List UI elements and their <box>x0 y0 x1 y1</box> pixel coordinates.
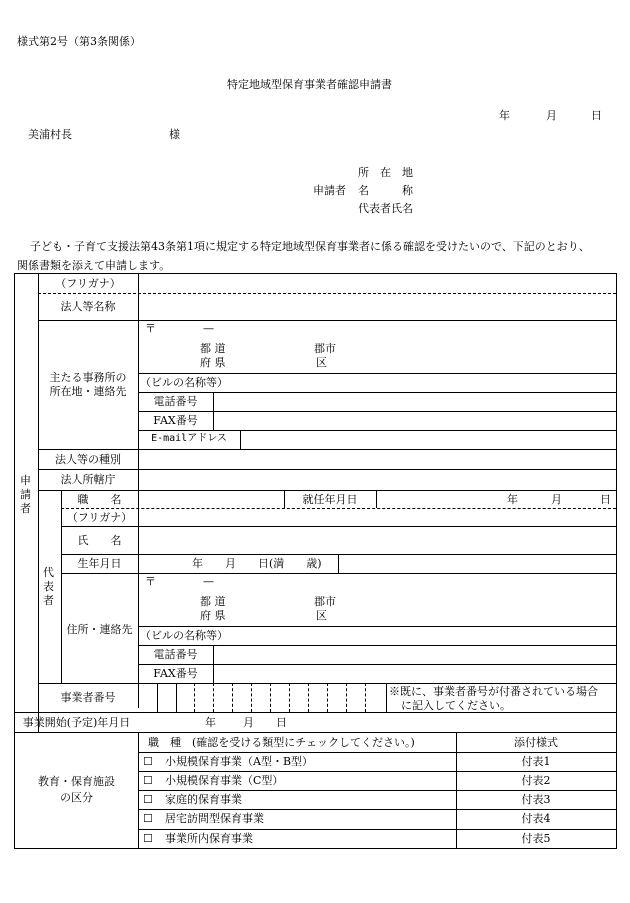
address-contact-label: 住所・連絡先 <box>66 623 133 636</box>
birth-date-value: 年 月 日(満 歳) <box>192 557 322 570</box>
facility-attachment: 付表1 <box>521 755 551 768</box>
grid-line <box>138 829 616 830</box>
to-do-label: 都 道 <box>200 342 226 355</box>
business-no-note-2: に記入してください。 <box>401 699 511 712</box>
grid-line <box>138 790 616 791</box>
grid-line <box>38 274 39 732</box>
body-text-line-1: 子ども・子育て支援法第43条第1項に規定する特定地域型保育事業者に係る確認を受けたいので、下記のとおり、 <box>30 240 590 253</box>
appointed-month-label: 月 <box>551 493 562 506</box>
grid-line <box>157 683 158 712</box>
facility-attachment: 付表2 <box>521 774 551 787</box>
business-no-label: 事業者番号 <box>60 691 116 704</box>
main-office-label-2: 所在地・連絡先 <box>49 385 127 398</box>
appointed-date-label: 就任年月日 <box>302 493 358 506</box>
rep-postal-mark: 〒 <box>145 575 156 588</box>
rep-fu-ken-label: 府 県 <box>200 609 226 622</box>
rep-gun-shi-label: 郡市 <box>314 595 336 608</box>
postal-dash: — <box>203 322 214 335</box>
grid-line <box>61 508 616 509</box>
checkbox-icon[interactable]: ☐ <box>143 793 153 806</box>
grid-line <box>138 274 139 708</box>
fax-label: FAX番号 <box>153 414 198 427</box>
rep-tel-label: 電話番号 <box>153 648 198 661</box>
grid-line <box>38 449 616 450</box>
appointed-year-label: 年 <box>507 493 518 506</box>
date-year-label: 年 <box>499 109 510 122</box>
facility-type-label: 小規模保育事業（A型・B型） <box>165 755 314 768</box>
rep-building-label: （ビルの名称等） <box>140 629 228 642</box>
grid-line <box>38 469 616 470</box>
start-date-label: 事業開始(予定)年月日 <box>22 716 131 729</box>
body-text-line-2: 関係書類を添えて申請します。 <box>17 259 171 272</box>
grid-line <box>232 683 233 712</box>
main-office-label-1: 主たる事務所の <box>49 371 127 384</box>
tel-label: 電話番号 <box>153 395 198 408</box>
furigana-label: （フリガナ） <box>55 277 121 290</box>
grid-line <box>213 683 214 712</box>
grid-line <box>138 392 616 393</box>
checkbox-icon[interactable]: ☐ <box>143 755 153 768</box>
checkbox-icon[interactable]: ☐ <box>143 832 153 845</box>
postal-mark: 〒 <box>145 322 156 335</box>
form-title: 特定地域型保育事業者確認申請書 <box>227 78 392 91</box>
grid-line <box>61 573 616 574</box>
facility-attachment: 付表5 <box>521 832 551 845</box>
applicant-label: 申請者 <box>313 184 346 197</box>
appointed-day-label: 日 <box>600 493 611 506</box>
date-day-label: 日 <box>591 109 602 122</box>
grid-line <box>61 526 616 527</box>
grid-line <box>176 683 177 712</box>
birth-date-label: 生年月日 <box>77 557 122 570</box>
facility-type-label: 事業所内保育事業 <box>165 832 253 845</box>
grid-line <box>251 683 252 712</box>
date-month-label: 月 <box>546 109 557 122</box>
grid-line <box>240 430 241 449</box>
attachment-header: 添付様式 <box>514 736 558 749</box>
checkbox-icon[interactable]: ☐ <box>143 774 153 787</box>
grid-line <box>386 683 387 712</box>
grid-line <box>138 626 616 627</box>
gun-shi-label: 郡市 <box>314 342 336 355</box>
grid-line <box>15 712 616 713</box>
grid-line <box>138 430 616 431</box>
facility-type-label: 家庭的保育事業 <box>165 793 242 806</box>
business-no-note-1: ※既に、事業者番号が付番されている場合 <box>389 685 598 698</box>
start-day-label: 日 <box>276 716 287 729</box>
grid-line <box>138 664 616 665</box>
checkbox-icon[interactable]: ☐ <box>143 812 153 825</box>
grid-line <box>38 320 616 321</box>
facility-label-1: 教育・保育施設 <box>38 775 115 788</box>
form-number: 様式第2号（第3条関係） <box>17 35 141 48</box>
rep-postal-dash: — <box>203 575 214 588</box>
rep-vertical-label: 代表者 <box>43 566 54 607</box>
grid-line <box>376 490 377 508</box>
addressee-suffix: 様 <box>169 128 180 141</box>
email-label: E-mailアドレス <box>151 433 227 444</box>
applicant-vertical-label: 申請者 <box>20 474 31 515</box>
grid-line <box>138 645 616 646</box>
facility-type-label: 小規模保育事業（C型） <box>165 774 284 787</box>
grid-line <box>38 683 616 684</box>
facility-label-2: の区分 <box>60 791 93 804</box>
rep-fax-label: FAX番号 <box>153 667 198 680</box>
corp-type-label: 法人等の種別 <box>55 453 121 466</box>
rep-to-do-label: 都 道 <box>200 595 226 608</box>
grid-line <box>365 683 366 712</box>
applicant-name-label: 名 称 <box>358 184 413 197</box>
grid-line <box>289 683 290 712</box>
facility-attachment: 付表4 <box>521 812 551 825</box>
start-year-label: 年 <box>205 716 216 729</box>
grid-line <box>61 554 616 555</box>
start-month-label: 月 <box>243 716 254 729</box>
facility-type-label: 居宅訪問型保育事業 <box>165 812 264 825</box>
corp-name-label: 法人等名称 <box>60 300 116 313</box>
jurisdiction-label: 法人所轄庁 <box>60 473 116 486</box>
grid-line <box>270 683 271 712</box>
job-type-header: 職 種 (確認を受ける類型にチェックしてください。) <box>148 736 415 749</box>
grid-line <box>138 771 616 772</box>
grid-line <box>308 683 309 712</box>
addressee: 美浦村長 <box>28 128 72 141</box>
fu-ken-label: 府 県 <box>200 356 226 369</box>
facility-attachment: 付表3 <box>521 793 551 806</box>
rep-furigana-label: （フリガナ） <box>66 511 133 524</box>
grid-line <box>138 809 616 810</box>
grid-line <box>194 683 195 712</box>
rep-name-label: 氏 名 <box>77 534 122 547</box>
grid-line <box>38 490 616 491</box>
position-label: 職 名 <box>77 493 122 506</box>
ku-label: 区 <box>316 356 327 369</box>
grid-line <box>138 752 616 753</box>
grid-line <box>327 683 328 712</box>
grid-line <box>346 683 347 712</box>
grid-line <box>38 293 616 294</box>
grid-line <box>338 554 339 573</box>
applicant-rep-label: 代表者氏名 <box>358 202 413 215</box>
grid-line <box>15 732 616 733</box>
building-label: （ビルの名称等） <box>140 376 228 389</box>
applicant-location-label: 所 在 地 <box>358 166 413 179</box>
rep-ku-label: 区 <box>316 609 327 622</box>
grid-line <box>138 411 616 412</box>
grid-line <box>138 373 616 374</box>
